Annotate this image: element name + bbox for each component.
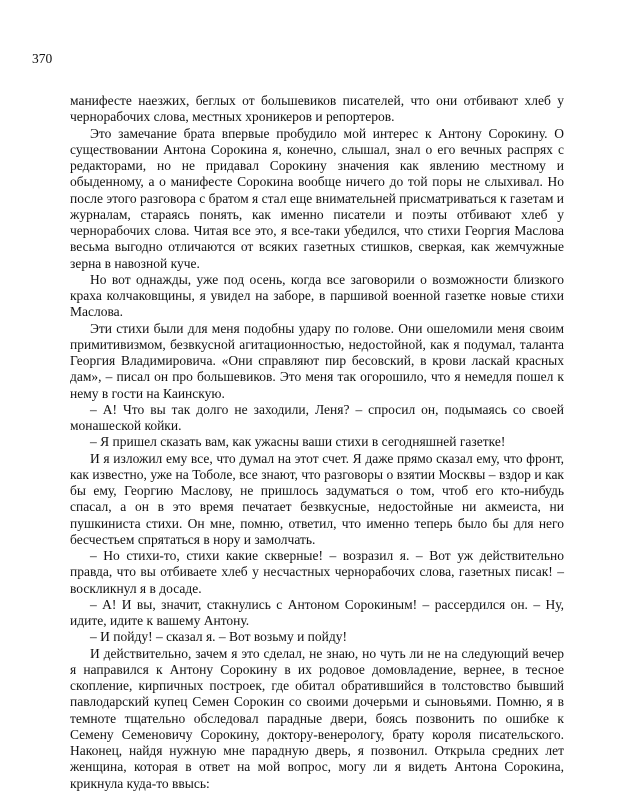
paragraph: манифесте наезжих, беглых от большевиков писателей, что они отбивают хлеб у чернорабочих слова, местных хроникеров и репортеров. [70,93,564,125]
dialogue-line: – Я пришел сказать вам, как ужасны ваши стихи в сегодняшней газетке! [90,434,506,450]
dialogue-line: – А! Что вы так долго не заходили, Леня? – спросил он, подымаясь со своей монашеской койки. [70,401,564,433]
paragraph: Но вот однажды, уже под осень, когда все заговорили о возможности близкого краха колчаковщины, я увидел на заборе, в паршивой военной газетке новые стихи Маслова. [70,271,564,320]
page-number: 370 [32,51,53,66]
paragraph: Это замечание брата впервые пробудило мой интерес к Антону Сорокину. О существовании Антона Сорокина я, конечно, слышал, знал о его вечных распрях с редакторами, но не придавал Сорокину значения как явлению местному и обыденному, а о манифесте Сорокина вообще ничего до той поры не слыхивал. Но после этого разговора с братом я стал еще внимательней присматриваться к газетам и журналам, стараясь понять, как именно писатели и поэты отбивают хлеб у чернорабочих слова. Читая все это, я все-таки убедился, что стихи Георгия Маслова весьма выгодно отличаются от всяких газетных стишков, сверкая, как жемчужные зерна в навозной куче. [70,125,564,271]
paragraph: И я изложил ему все, что думал на этот счет. Я даже прямо сказал ему, что фронт, как известно, уже на Тоболе, все знают, что разговоры о взятии Москвы – вздор и как бы ему, Георгию Маслову, не пришлось задуматься о том, чтоб его кто-нибудь спасал, а он в это время печатает безвкусные, недостойные ни акмеиста, ни пушкиниста стихи. Он мне, помню, ответил, что именно теперь было бы для него бесчестьем спрятаться в нору и замолчать. [70,450,564,547]
text-body [70,93,564,792]
dialogue-line: – И пойду! – сказал я. – Вот возьму и пойду! [90,629,347,645]
paragraph: Эти стихи были для меня подобны удару по голове. Они ошеломили меня своим примитивизмом, безвкусной агитационностью, недостойной, как я подумал, таланта Георгия Владимировича. «Они справляют пир бесовский, в крови ласкай красных дам», – писал он про большевиков. Это меня так огорошило, что я немедля пошел к нему в гости на Каинскую. [70,320,564,401]
paragraph: И действительно, зачем я это сделал, не знаю, но чуть ли не на следующий вечер я направился к Антону Сорокину в их родовое домовладение, вернее, в тесное скопление, кирпичных построек, где обитал обратившийся в толстовство бывший павлодарский купец Семен Сорокин со своими дочерьми и сыновьями. Помню, я в темноте тщательно обследовал парадные двери, боясь позвонить по ошибке к Семену Семеновичу Сорокину, доктору-венерологу, брату короля писательского. Наконец, найдя нужную мне парадную дверь, я позвонил. Открыла средних лет женщина, которая в ответ на мой вопрос, могу ли я видеть Антона Сорокина, крикнула куда-то ввысь: [70,645,564,791]
dialogue-line: – Но стихи-то, стихи какие скверные! – возразил я. – Вот уж действительно правда, что вы отбиваете хлеб у несчастных чернорабочих слова, газетных писак! – воскликнул я в досаде. [70,548,564,596]
dialogue-line: – А! И вы, значит, стакнулись с Антоном Сорокиным! – рассердился он. – Ну, идите, идите к вашему Антону. [70,596,564,628]
